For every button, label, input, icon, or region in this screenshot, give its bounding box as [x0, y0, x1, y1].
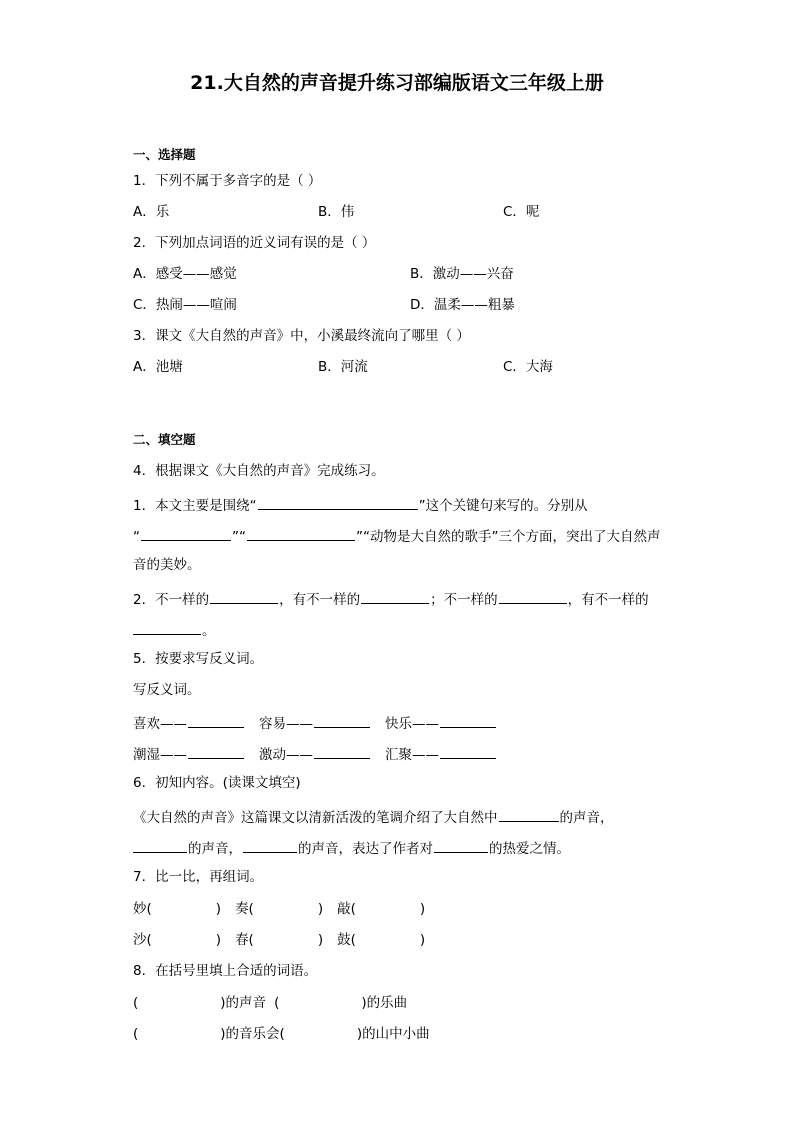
- blank[interactable]: [499, 806, 559, 822]
- page-title: 21.大自然的声音提升练习部编版语文三年级上册: [190, 72, 604, 94]
- q1-option-b: B．伟: [318, 204, 355, 220]
- q5-subtitle: 写反义词。: [133, 682, 201, 698]
- question-3-stem: 3．课文《大自然的声音》中，小溪最终流向了哪里（ ）: [133, 328, 470, 344]
- question-7-stem: 7．比一比，再组词。: [133, 869, 264, 885]
- blank[interactable]: [243, 837, 297, 853]
- q4-part-2-line-1: 2．不一样的 ，有不一样的 ；不一样的 ，有不一样的: [133, 588, 649, 609]
- blank[interactable]: [210, 588, 278, 604]
- blank[interactable]: [247, 525, 355, 541]
- section-heading-choice: 一、选择题: [133, 147, 196, 162]
- question-5-stem: 5．按要求写反义词。: [133, 651, 264, 667]
- q3-option-b: B．河流: [318, 359, 368, 375]
- q4-part-1-line-3: 音的美妙。: [133, 557, 201, 573]
- blank[interactable]: [258, 494, 418, 510]
- question-4-stem: 4．根据课文《大自然的声音》完成练习。: [133, 463, 385, 479]
- blank[interactable]: [499, 588, 567, 604]
- q3-option-c: C．大海: [503, 359, 553, 375]
- q3-option-a: A．池塘: [133, 359, 183, 375]
- question-1-stem: 1．下列不属于多音字的是（ ）: [133, 173, 322, 189]
- q2-option-b: B．激动——兴奋: [410, 266, 514, 282]
- blank[interactable]: [141, 525, 231, 541]
- q2-option-a: A．感受——感觉: [133, 266, 237, 282]
- blank[interactable]: [133, 837, 187, 853]
- blank[interactable]: [361, 588, 429, 604]
- question-6-stem: 6．初知内容。(读课文填空): [133, 775, 301, 791]
- q4-part-1-line-2: “ ”“ ”“动物是大自然的歌手”三个方面，突出了大自然声: [133, 525, 660, 546]
- q8-line-1: ( )的声音 ( )的乐曲: [133, 995, 408, 1011]
- q2-option-c: C．热闹——喧闹: [133, 297, 237, 313]
- question-8-stem: 8．在括号里填上合适的词语。: [133, 963, 318, 979]
- q7-row-1: 妙( ) 奏( ) 敲( ): [133, 901, 426, 917]
- q7-row-2: 沙( ) 春( ) 鼓( ): [133, 932, 426, 948]
- blank[interactable]: [434, 837, 488, 853]
- section-heading-fill: 二、填空题: [133, 432, 196, 447]
- q4-part-2-line-2: 。: [133, 619, 216, 640]
- blank[interactable]: [188, 712, 244, 728]
- q4-part-1-line-1: 1．本文主要是围绕“ ”这个关键句来写的。分别从: [133, 494, 588, 515]
- blank[interactable]: [440, 712, 496, 728]
- blank[interactable]: [440, 743, 496, 759]
- q1-option-a: A．乐: [133, 204, 170, 220]
- blank[interactable]: [314, 743, 370, 759]
- q6-line-1: 《大自然的声音》这篇课文以清新活泼的笔调介绍了大自然中 的声音，: [133, 806, 614, 827]
- q2-option-d: D．温柔——粗暴: [410, 297, 515, 313]
- q8-line-2: ( )的音乐会( )的山中小曲: [133, 1026, 430, 1042]
- blank[interactable]: [314, 712, 370, 728]
- blank[interactable]: [188, 743, 244, 759]
- question-2-stem: 2．下列加点词语的近义词有误的是（ ）: [133, 235, 376, 251]
- q5-row-2: 潮湿—— 激动—— 汇聚——: [133, 743, 497, 764]
- q6-line-2: 的声音， 的声音，表达了作者对 的热爱之情。: [133, 837, 570, 858]
- blank[interactable]: [133, 619, 201, 635]
- q5-row-1: 喜欢—— 容易—— 快乐——: [133, 712, 497, 733]
- q1-option-c: C．呢: [503, 204, 540, 220]
